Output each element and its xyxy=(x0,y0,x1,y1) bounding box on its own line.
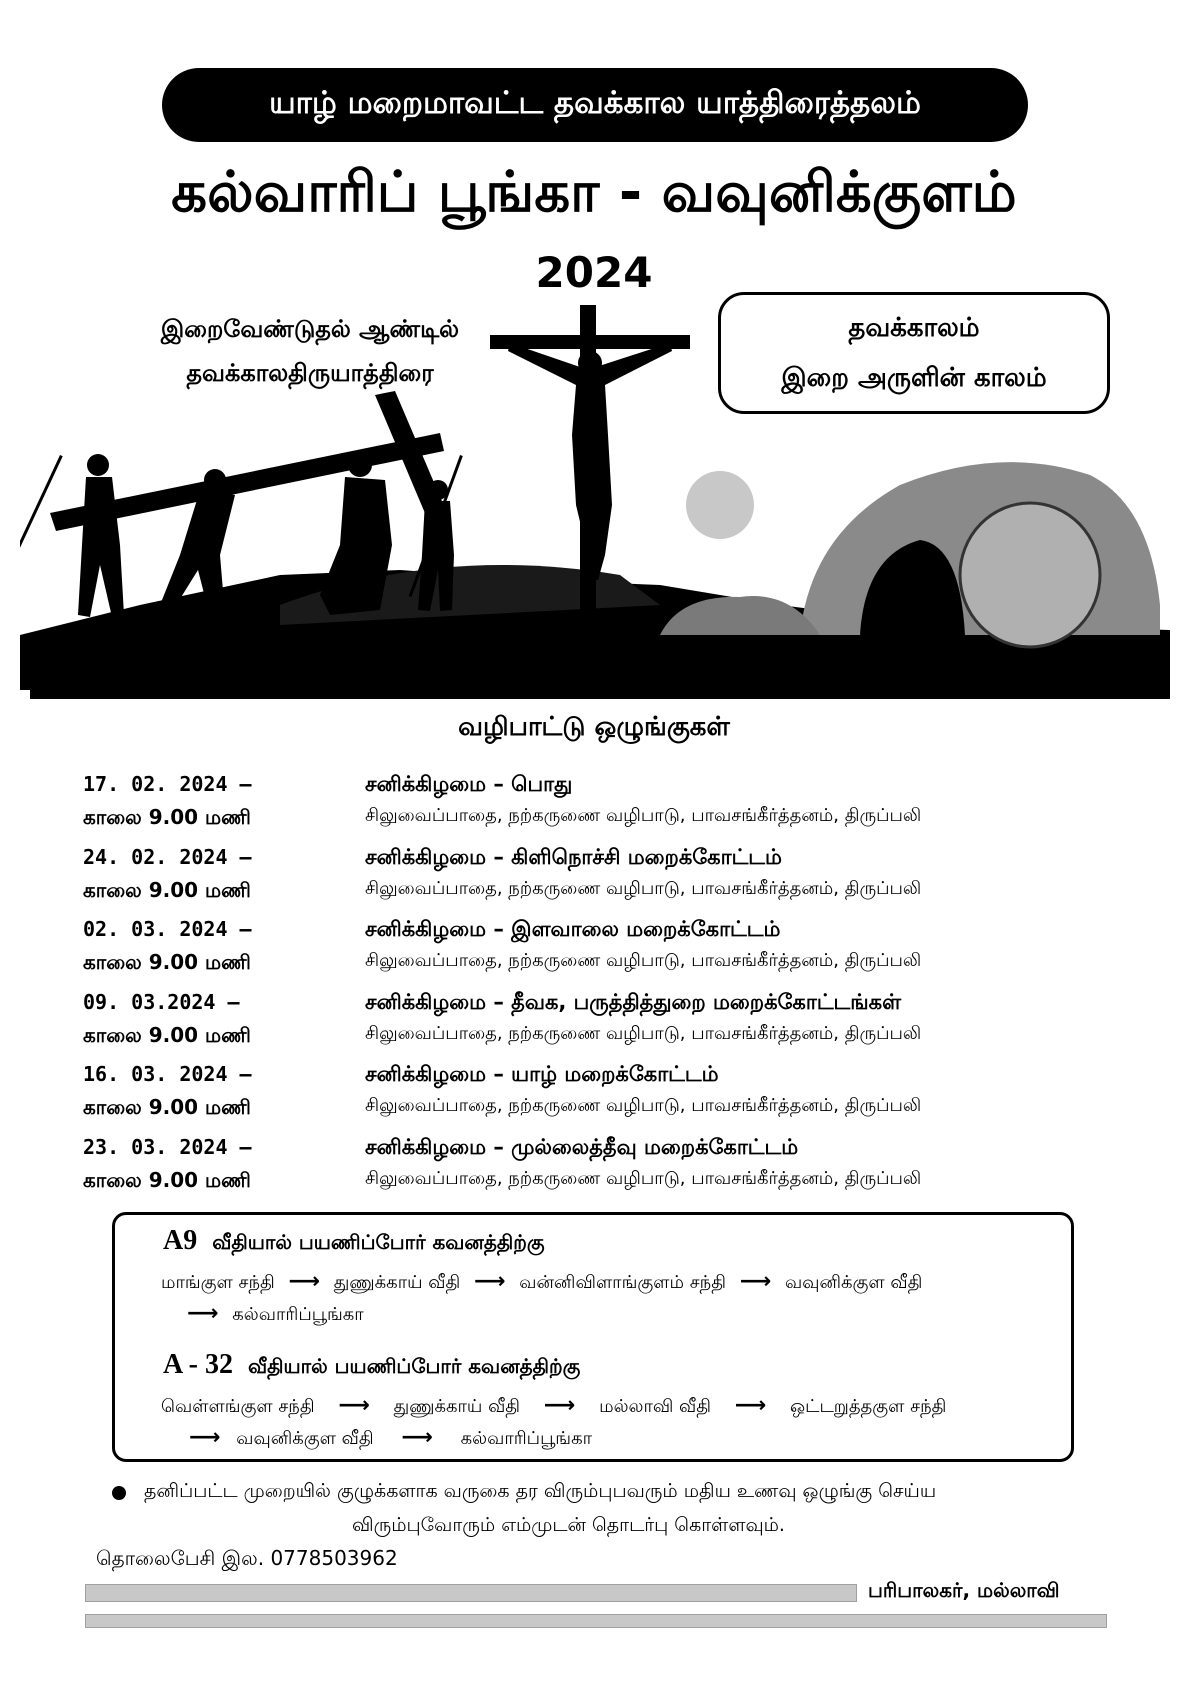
entry-time: காலை 9.00 மணி xyxy=(83,1095,251,1119)
schedule-entry xyxy=(83,1135,1123,1208)
entry-title: சனிக்கிழமை – இளவாலை மறைக்கோட்டம் xyxy=(365,917,781,941)
lent-season-line-2: இறை அருளின் காலம் xyxy=(781,363,1047,393)
lent-season-line-1: தவக்காலம் xyxy=(848,313,980,343)
note-line-2: விரும்புவோரும் எம்முடன் தொடர்பு கொள்ளவும். xyxy=(352,1514,785,1536)
route-stop: துணுக்காய் வீதி xyxy=(333,1272,461,1293)
entry-description: சிலுவைப்பாதை, நற்கருணை வழிபாடு, பாவசங்கீர்த்தனம், திருப்பலி xyxy=(365,877,922,899)
lent-season-box xyxy=(718,292,1110,414)
arrow-right-icon: ⟶ xyxy=(338,1393,370,1418)
route-a9-line-1 xyxy=(161,1269,922,1295)
schedule-entry xyxy=(83,917,1123,990)
arrow-right-icon: ⟶ xyxy=(734,1393,767,1418)
divider xyxy=(30,690,1170,699)
arrow-right-icon: ⟶ xyxy=(543,1393,576,1418)
entry-time: காலை 9.00 மணி xyxy=(83,877,251,902)
schedule-entry xyxy=(83,990,1123,1063)
entry-time: காலை 9.00 மணி xyxy=(83,805,251,829)
pilgrimage-banner xyxy=(162,68,1028,142)
entry-description: சிலுவைப்பாதை, நற்கருணை வழிபாடு, பாவசங்கீர்த்தனம், திருப்பலி xyxy=(365,805,922,826)
route-a32-code: A - 32 xyxy=(163,1349,233,1380)
schedule-entry xyxy=(83,1062,1123,1135)
arrow-right-icon: ⟶ xyxy=(401,1425,433,1450)
route-a9-heading xyxy=(163,1225,545,1257)
schedule-entry xyxy=(83,772,1123,845)
arrow-right-icon: ⟶ xyxy=(473,1269,506,1294)
phone-number: தொலைபேசி இல. 0778503962 xyxy=(96,1546,398,1570)
crucified-figure xyxy=(508,343,672,580)
entry-description: சிலுவைப்பாதை, நற்கருணை வழிபாடு, பாவசங்கீர்த்தனம், திருப்பலி xyxy=(365,1167,922,1189)
soldier-left xyxy=(20,454,124,617)
route-a9-line-2 xyxy=(179,1301,364,1327)
entry-date: 09. 03.2024 – xyxy=(83,989,240,1014)
tomb-stone xyxy=(960,503,1100,647)
arrow-right-icon: ⟶ xyxy=(739,1269,772,1294)
entry-time: காலை 9.00 மணி xyxy=(83,950,251,974)
entry-title: சனிக்கிழமை – கிளிநொச்சி மறைக்கோட்டம் xyxy=(365,844,782,869)
route-stop: கல்வாரிப்பூங்கா xyxy=(232,1304,364,1325)
entry-date: 02. 03. 2024 – xyxy=(83,917,252,941)
footer-bar xyxy=(85,1584,857,1602)
schedule-heading: வழிபாட்டு ஒழுங்குகள் xyxy=(458,712,730,742)
entry-description: சிலுவைப்பாதை, நற்கருணை வழிபாடு, பாவசங்கீர்த்தனம், திருப்பலி xyxy=(365,1095,922,1116)
entry-title: சனிக்கிழமை – பொது xyxy=(365,772,573,796)
tagline xyxy=(90,307,530,395)
route-stop: மாங்குள சந்தி xyxy=(161,1272,275,1293)
entry-date: 17. 02. 2024 – xyxy=(83,772,252,796)
figure-jesus-carrying xyxy=(320,453,392,615)
route-stop: கல்வாரிப்பூங்கா xyxy=(460,1428,592,1449)
entry-date: 16. 03. 2024 – xyxy=(83,1062,252,1086)
tagline-line-2: தவக்காலதிருயாத்திரை xyxy=(186,359,434,387)
route-a32-line-2 xyxy=(179,1425,592,1451)
page-title: கல்வாரிப் பூங்கா - வவுனிக்குளம் xyxy=(171,160,1017,225)
banner-text: யாழ் மறைமாவட்ட தவக்கால யாத்திரைத்தலம் xyxy=(269,85,921,121)
route-stop: வெள்ளங்குள சந்தி xyxy=(161,1396,315,1417)
route-stop: ஒட்டறுத்தகுள சந்தி xyxy=(790,1396,947,1417)
entry-date: 23. 03. 2024 – xyxy=(83,1134,252,1159)
entry-title: சனிக்கிழமை – யாழ் மறைக்கோட்டம் xyxy=(365,1062,719,1086)
route-stop: வன்னிவிளாங்குளம் சந்தி xyxy=(519,1272,726,1293)
arrow-right-icon: ⟶ xyxy=(187,1301,219,1326)
route-stop: வவுனிக்குள வீதி xyxy=(784,1272,923,1293)
entry-time: காலை 9.00 மணி xyxy=(83,1167,251,1192)
schedule-entry xyxy=(83,845,1123,918)
entry-title: சனிக்கிழமை – தீவக, பருத்தித்துறை மறைக்கோட்டங்கள் xyxy=(365,989,902,1014)
route-stop: மல்லாவி வீதி xyxy=(599,1396,712,1417)
bullet-icon xyxy=(112,1486,126,1500)
arrow-right-icon: ⟶ xyxy=(288,1269,321,1294)
entry-date: 24. 02. 2024 – xyxy=(83,844,252,869)
year: 2024 xyxy=(535,248,653,297)
route-a9-label: வீதியால் பயணிப்போர் கவனத்திற்கு xyxy=(212,1230,545,1254)
route-a9-code: A9 xyxy=(163,1225,198,1256)
sun-icon xyxy=(686,471,754,539)
tagline-line-1: இறைவேண்டுதல் ஆண்டில் xyxy=(160,315,460,343)
entry-title: சனிக்கிழமை – முல்லைத்தீவு மறைக்கோட்டம் xyxy=(365,1134,799,1159)
arrow-right-icon: ⟶ xyxy=(189,1425,221,1450)
route-a32-label: வீதியால் பயணிப்போர் கவனத்திற்கு xyxy=(247,1354,581,1378)
entry-description: சிலுவைப்பாதை, நற்கருணை வழிபாடு, பாவசங்கீர்த்தனம், திருப்பலி xyxy=(365,950,922,971)
schedule-list xyxy=(83,772,1123,1207)
route-stop: துணுக்காய் வீதி xyxy=(393,1396,521,1417)
note-line-1: தனிப்பட்ட முறையில் குழுக்களாக வருகை தர விரும்புபவரும் மதிய உணவு ஒழுங்கு செய்ய xyxy=(144,1480,937,1502)
route-directions-box xyxy=(112,1212,1074,1462)
route-a32-heading xyxy=(163,1349,580,1381)
entry-time: காலை 9.00 மணி xyxy=(83,1022,251,1047)
signature: பரிபாலகர், மல்லாவி xyxy=(868,1578,1060,1602)
route-stop: வவுனிக்குள வீதி xyxy=(236,1428,374,1449)
entry-description: சிலுவைப்பாதை, நற்கருணை வழிபாடு, பாவசங்கீர்த்தனம், திருப்பலி xyxy=(365,1022,922,1044)
route-a32-line-1 xyxy=(161,1393,946,1419)
footer-bar xyxy=(85,1614,1107,1628)
